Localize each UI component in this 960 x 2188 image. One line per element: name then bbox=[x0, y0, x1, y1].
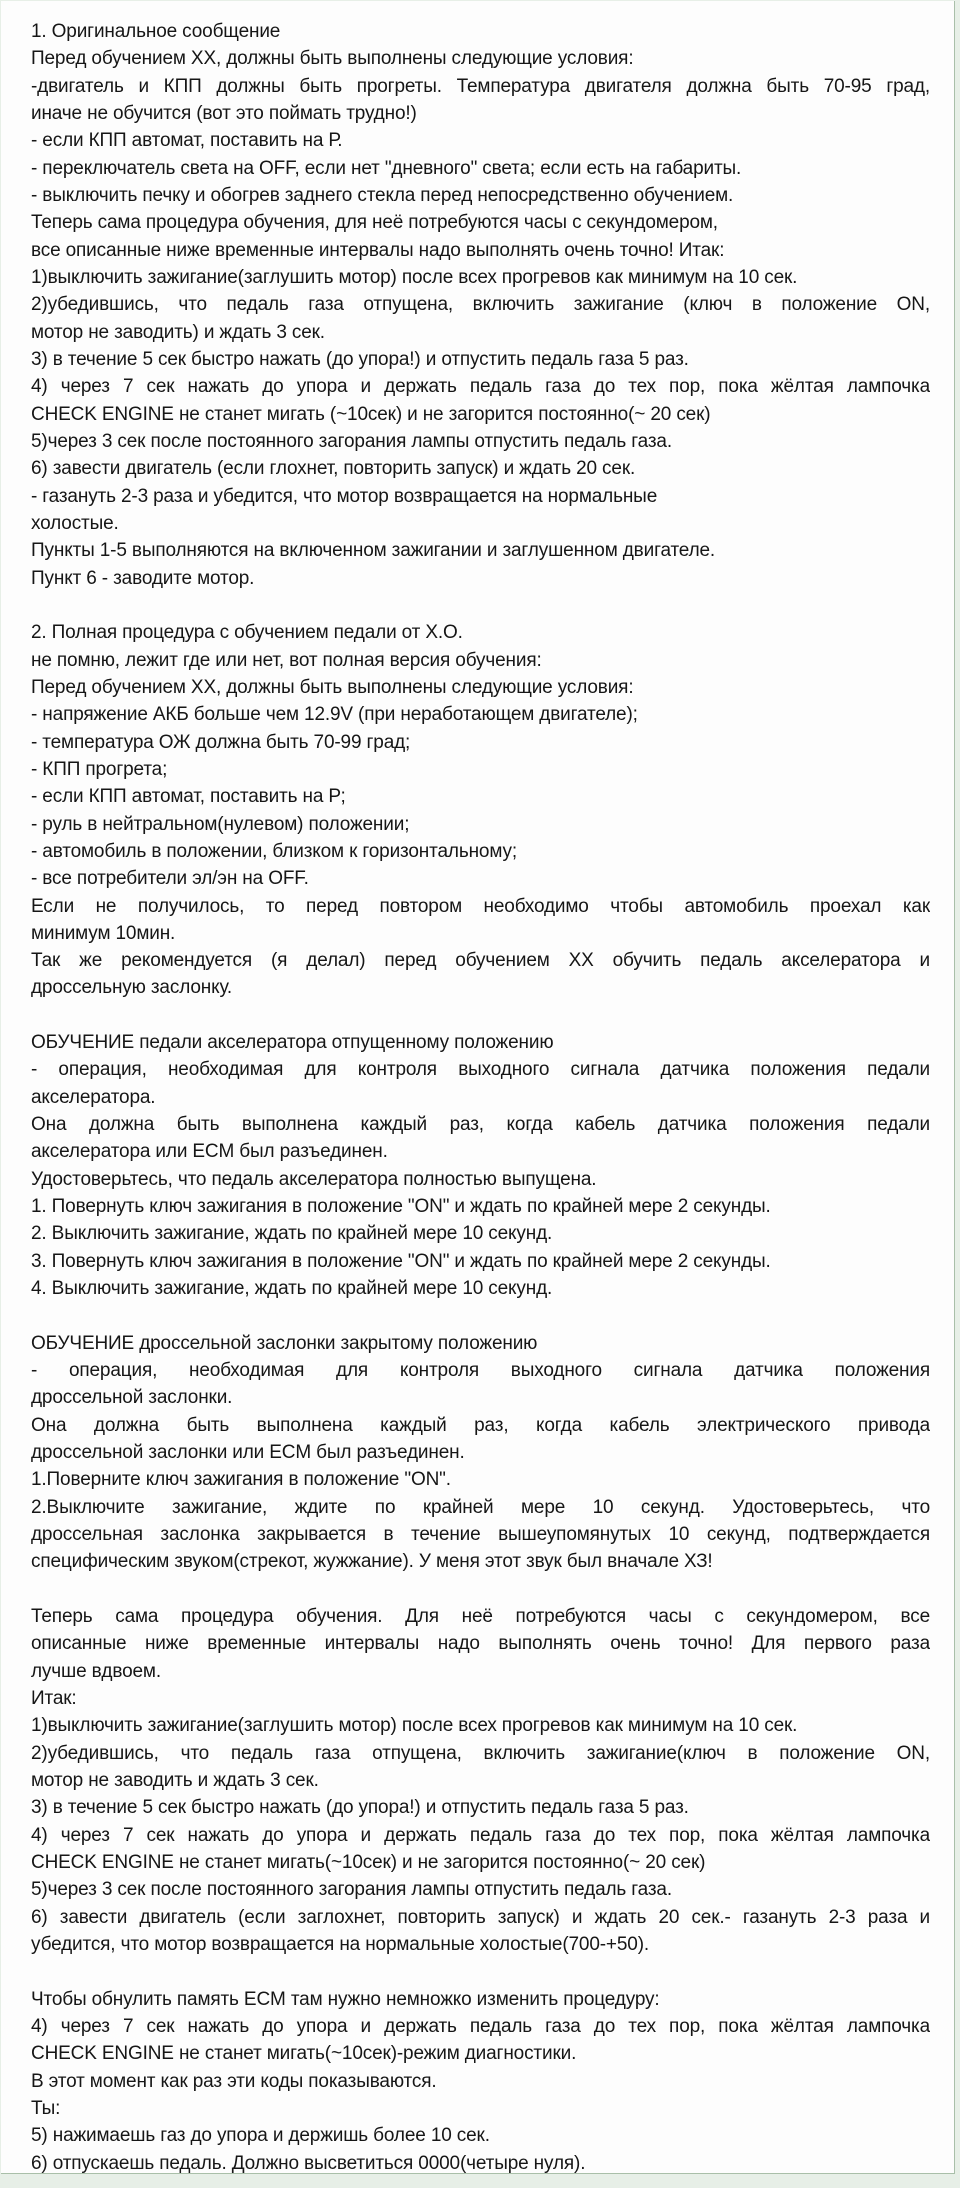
paragraph-gap bbox=[31, 592, 930, 619]
text-line: - если КПП автомат, поставить на Р; bbox=[31, 786, 346, 808]
text-line: акселератора. bbox=[31, 1086, 156, 1108]
text-line: 1.Поверните ключ зажигания в положение "ON". bbox=[31, 1469, 451, 1491]
text-line: 4) через 7 сек нажать до упора и держать педаль газа до тех пор, пока жёлтая лампочка bbox=[31, 1824, 930, 1846]
document-body bbox=[1, 1, 954, 2177]
text-line: - напряжение АКБ больше чем 12.9V (при неработающем двигателе); bbox=[31, 704, 638, 726]
text-line: 4) через 7 сек нажать до упора и держать педаль газа до тех пор, пока жёлтая лампочка bbox=[31, 2015, 930, 2037]
text-line: дроссельной заслонки или ECM был разъединен. bbox=[31, 1442, 465, 1464]
text-line: - если КПП автомат, поставить на Р. bbox=[31, 130, 343, 152]
text-line: 4. Выключить зажигание, ждать по крайней мере 10 секунд. bbox=[31, 1278, 553, 1300]
text-line: лучше вдвоем. bbox=[31, 1660, 161, 1682]
text-line: Она должна быть выполнена каждый раз, когда кабель датчика положения педали bbox=[31, 1114, 930, 1136]
text-line: Ты: bbox=[31, 2097, 61, 2119]
text-line: 1. Оригинальное сообщение bbox=[31, 21, 281, 42]
text-line: 3) в течение 5 сек быстро нажать (до упора!) и отпустить педаль газа 5 раз. bbox=[31, 348, 689, 370]
text-line: 1. Повернуть ключ зажигания в положение "ON" и ждать по крайней мере 2 секунды. bbox=[31, 1196, 771, 1218]
text-line: - руль в нейтральном(нулевом) положении; bbox=[31, 813, 410, 835]
text-line: - газануть 2-3 раза и убедится, что мотор возвращается на нормальные bbox=[31, 485, 658, 507]
text-line: 2)убедившись, что педаль газа отпущена, включить зажигание(ключ в положение ON, bbox=[31, 1742, 930, 1764]
text-line: 3. Повернуть ключ зажигания в положение "ON" и ждать по крайней мере 2 секунды. bbox=[31, 1250, 771, 1272]
text-line: Теперь сама процедура обучения, для неё потребуются часы с секундомером, bbox=[31, 212, 718, 234]
text-line: 3) в течение 5 сек быстро нажать (до упора!) и отпустить педаль газа 5 раз. bbox=[31, 1797, 689, 1819]
text-line: 2. Выключить зажигание, ждать по крайней мере 10 секунд. bbox=[31, 1223, 553, 1245]
text-line: Пункты 1-5 выполняются на включенном зажигании и заглушенном двигателе. bbox=[31, 540, 716, 562]
section-original-message bbox=[31, 18, 930, 592]
text-line: - выключить печку и обогрев заднего стекла перед непосредственно обучением. bbox=[31, 184, 734, 206]
text-line: Итак: bbox=[31, 1688, 77, 1710]
text-line: - температура ОЖ должна быть 70-99 град; bbox=[31, 731, 411, 753]
text-line: 2)убедившись, что педаль газа отпущена, включить зажигание (ключ в положение ON, bbox=[31, 294, 930, 316]
paragraph-gap bbox=[31, 1302, 930, 1329]
section-ecm-memory-reset bbox=[31, 1986, 930, 2177]
text-line: мотор не заводить и ждать 3 сек. bbox=[31, 1770, 319, 1791]
text-line: 2. Полная процедура с обучением педали от Х.О. bbox=[31, 622, 463, 644]
text-line: В этот момент как раз эти коды показываются. bbox=[31, 2070, 437, 2092]
text-line: 6) завести двигатель (если глохнет, повторить запуск) и ждать 20 сек. bbox=[31, 458, 636, 480]
text-line: минимум 10мин. bbox=[31, 922, 176, 944]
text-line: специфическим звуком(стрекот, жужжание). У меня этот звук был вначале ХЗ! bbox=[31, 1551, 713, 1573]
text-line: 1)выключить зажигание(заглушить мотор) после всех прогревов как минимум на 10 сек. bbox=[31, 1715, 798, 1737]
text-line: ОБУЧЕНИЕ педали акселератора отпущенному положению bbox=[31, 1032, 554, 1054]
text-line: - автомобиль в положении, близком к горизонтальному; bbox=[31, 840, 517, 862]
text-line: 2.Выключите зажигание, ждите по крайней мере 10 секунд. Удостоверьтесь, что bbox=[31, 1496, 930, 1518]
paragraph-gap bbox=[31, 1576, 930, 1603]
text-line: 5)через 3 сек после постоянного загорания лампы отпустить педаль газа. bbox=[31, 1879, 672, 1901]
paragraph-gap bbox=[31, 1002, 930, 1029]
text-line: Теперь сама процедура обучения. Для неё потребуются часы с секундомером, все bbox=[31, 1606, 930, 1628]
section-throttle-learning bbox=[31, 1330, 930, 1576]
text-line: Она должна быть выполнена каждый раз, когда кабель электрического привода bbox=[31, 1414, 930, 1436]
text-line: - переключатель света на OFF, если нет "дневного" света; если есть на габариты. bbox=[31, 157, 742, 179]
text-line: Так же рекомендуется (я делал) перед обучением ХХ обучить педаль акселератора и bbox=[31, 950, 930, 972]
text-line: дроссельную заслонку. bbox=[31, 977, 233, 999]
text-line: - все потребители эл/эн на OFF. bbox=[31, 868, 309, 890]
text-line: все описанные ниже временные интервалы надо выполнять очень точно! Итак: bbox=[31, 239, 725, 261]
text-line: убедится, что мотор возвращается на нормальные холостые(700-+50). bbox=[31, 1933, 650, 1955]
text-line: Перед обучением ХХ, должны быть выполнены следующие условия: bbox=[31, 676, 634, 698]
text-line: CHECK ENGINE не станет мигать(~10сек)-режим диагностики. bbox=[31, 2043, 577, 2065]
text-line: Перед обучением ХХ, должны быть выполнены следующие условия: bbox=[31, 48, 634, 70]
text-line: дроссельной заслонки. bbox=[31, 1387, 233, 1409]
text-line: ОБУЧЕНИЕ дроссельной заслонки закрытому положению bbox=[31, 1332, 538, 1354]
text-line: Чтобы обнулить память ECM там нужно немножко изменить процедуру: bbox=[31, 1988, 660, 2010]
text-line: - операция, необходимая для контроля выходного сигнала датчика положения bbox=[31, 1360, 930, 1382]
text-line: Удостоверьтесь, что педаль акселератора полностью выпущена. bbox=[31, 1168, 597, 1190]
text-line: 5) нажимаешь газ до упора и держишь более 10 сек. bbox=[31, 2125, 490, 2147]
text-line: акселератора или ECM был разъединен. bbox=[31, 1141, 388, 1163]
text-line: 6) завести двигатель (если заглохнет, повторить запуск) и ждать 20 сек.- газануть 2-3 раза и bbox=[31, 1906, 930, 1928]
document-page bbox=[1, 1, 955, 2174]
text-line: CHECK ENGINE не станет мигать (~10сек) и не загорится постоянно(~ 20 сек) bbox=[31, 403, 711, 425]
text-line: 1)выключить зажигание(заглушить мотор) после всех прогревов как минимум на 10 сек. bbox=[31, 266, 798, 288]
text-line: CHECK ENGINE не станет мигать(~10сек) и не загорится постоянно(~ 20 сек) bbox=[31, 1851, 706, 1873]
text-line: - операция, необходимая для контроля выходного сигнала датчика положения педали bbox=[31, 1059, 930, 1081]
text-line: 6) отпускаешь педаль. Должно высветиться 0000(четыре нуля). bbox=[31, 2152, 586, 2174]
section-main-learning-procedure bbox=[31, 1603, 930, 1958]
text-line: описанные ниже временные интервалы надо выполнять очень точно! Для первого раза bbox=[31, 1633, 930, 1655]
paragraph-gap bbox=[31, 1958, 930, 1985]
text-line: дроссельная заслонка закрывается в течение вышеупомянутых 10 секунд, подтверждается bbox=[31, 1524, 930, 1546]
text-line: холостые. bbox=[31, 512, 119, 534]
section-full-procedure-conditions bbox=[31, 619, 930, 1002]
text-line: мотор не заводить) и ждать 3 сек. bbox=[31, 321, 325, 343]
text-line: иначе не обучится (вот это поймать трудно!) bbox=[31, 102, 417, 124]
text-line: Если не получилось, то перед повтором необходимо чтобы автомобиль проехал как bbox=[31, 895, 930, 917]
text-line: не помню, лежит где или нет, вот полная версия обучения: bbox=[31, 649, 542, 671]
text-line: 5)через 3 сек после постоянного загорания лампы отпустить педаль газа. bbox=[31, 430, 672, 452]
text-line: 4) через 7 сек нажать до упора и держать педаль газа до тех пор, пока жёлтая лампочка bbox=[31, 376, 930, 398]
text-line: - КПП прогрета; bbox=[31, 758, 168, 780]
text-line: Пункт 6 - заводите мотор. bbox=[31, 567, 255, 589]
text-line: -двигатель и КПП должны быть прогреты. Температура двигателя должна быть 70-95 град, bbox=[31, 75, 930, 97]
section-accel-pedal-learning bbox=[31, 1029, 930, 1302]
